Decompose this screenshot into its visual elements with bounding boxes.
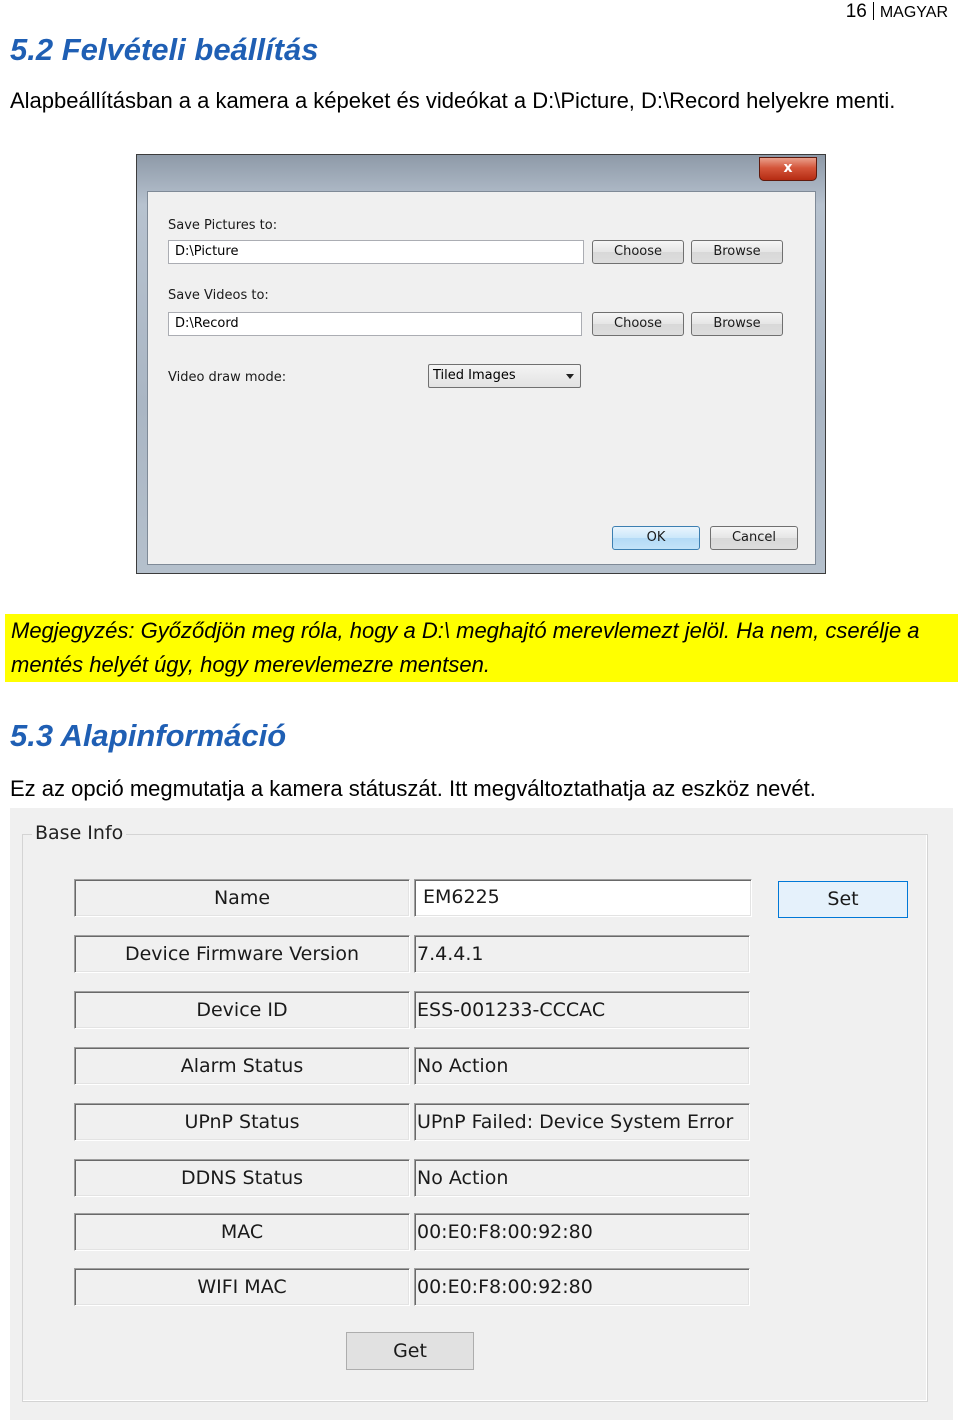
save-videos-label: Save Videos to: [168,288,269,303]
name-label: Name [74,879,410,917]
video-draw-mode-label: Video draw mode: [168,370,287,385]
choose-videos-button[interactable]: Choose [592,312,684,336]
mac-value: 00:E0:F8:00:92:80 [414,1213,750,1251]
video-draw-mode-select[interactable] [428,364,581,388]
device-id-value: ESS-001233-CCCAC [414,991,750,1029]
cancel-button[interactable]: Cancel [710,526,798,550]
page-number: 16 [845,1,867,22]
video-draw-mode-value: Tiled Images [433,368,516,383]
set-button[interactable]: Set [778,881,908,918]
language-label: MAGYAR [879,4,948,21]
browse-pictures-button[interactable]: Browse [691,240,783,264]
section-text-recording-settings: Alapbeállításban a a kamera a képeket és videókat a D:\Picture, D:\Record helyekre menti. [10,88,896,113]
base-info-legend: Base Info [32,822,126,844]
firmware-version-label: Device Firmware Version [74,935,410,973]
browse-videos-button[interactable]: Browse [691,312,783,336]
mac-label: MAC [74,1213,410,1251]
close-button[interactable]: x [759,157,817,181]
section-text-base-info: Ez az opció megmutatja a kamera státuszát. Itt megváltoztathatja az eszköz nevét. [10,776,816,801]
save-pictures-label: Save Pictures to: [168,218,278,233]
save-pictures-input[interactable]: D:\Picture [168,240,584,264]
get-button[interactable]: Get [346,1332,474,1370]
alarm-status-value: No Action [414,1047,750,1085]
section-title-base-info: 5.3 Alapinformáció [10,718,287,753]
chevron-down-icon [566,374,574,379]
ddns-status-label: DDNS Status [74,1159,410,1197]
name-input[interactable]: EM6225 [414,879,752,917]
save-videos-input[interactable]: D:\Record [168,312,582,336]
save-settings-dialog [136,154,826,574]
firmware-version-value: 7.4.4.1 [414,935,750,973]
alarm-status-label: Alarm Status [74,1047,410,1085]
upnp-status-value: UPnP Failed: Device System Error [414,1103,750,1141]
note-box: Megjegyzés: Győződjön meg róla, hogy a D:\ meghajtó merevlemezt jelöl. Ha nem, cserélje a mentés helyét úgy, hogy merevlemezre mentsen. [5,614,958,682]
upnp-status-label: UPnP Status [74,1103,410,1141]
ok-button[interactable]: OK [612,526,700,550]
choose-pictures-button[interactable]: Choose [592,240,684,264]
ddns-status-value: No Action [414,1159,750,1197]
wifi-mac-label: WIFI MAC [74,1268,410,1306]
page-header [846,0,948,24]
header-divider [873,2,874,20]
wifi-mac-value: 00:E0:F8:00:92:80 [414,1268,750,1306]
device-id-label: Device ID [74,991,410,1029]
dialog-body [147,191,816,565]
section-title-recording-settings: 5.2 Felvételi beállítás [10,32,319,67]
base-info-panel [10,808,953,1420]
